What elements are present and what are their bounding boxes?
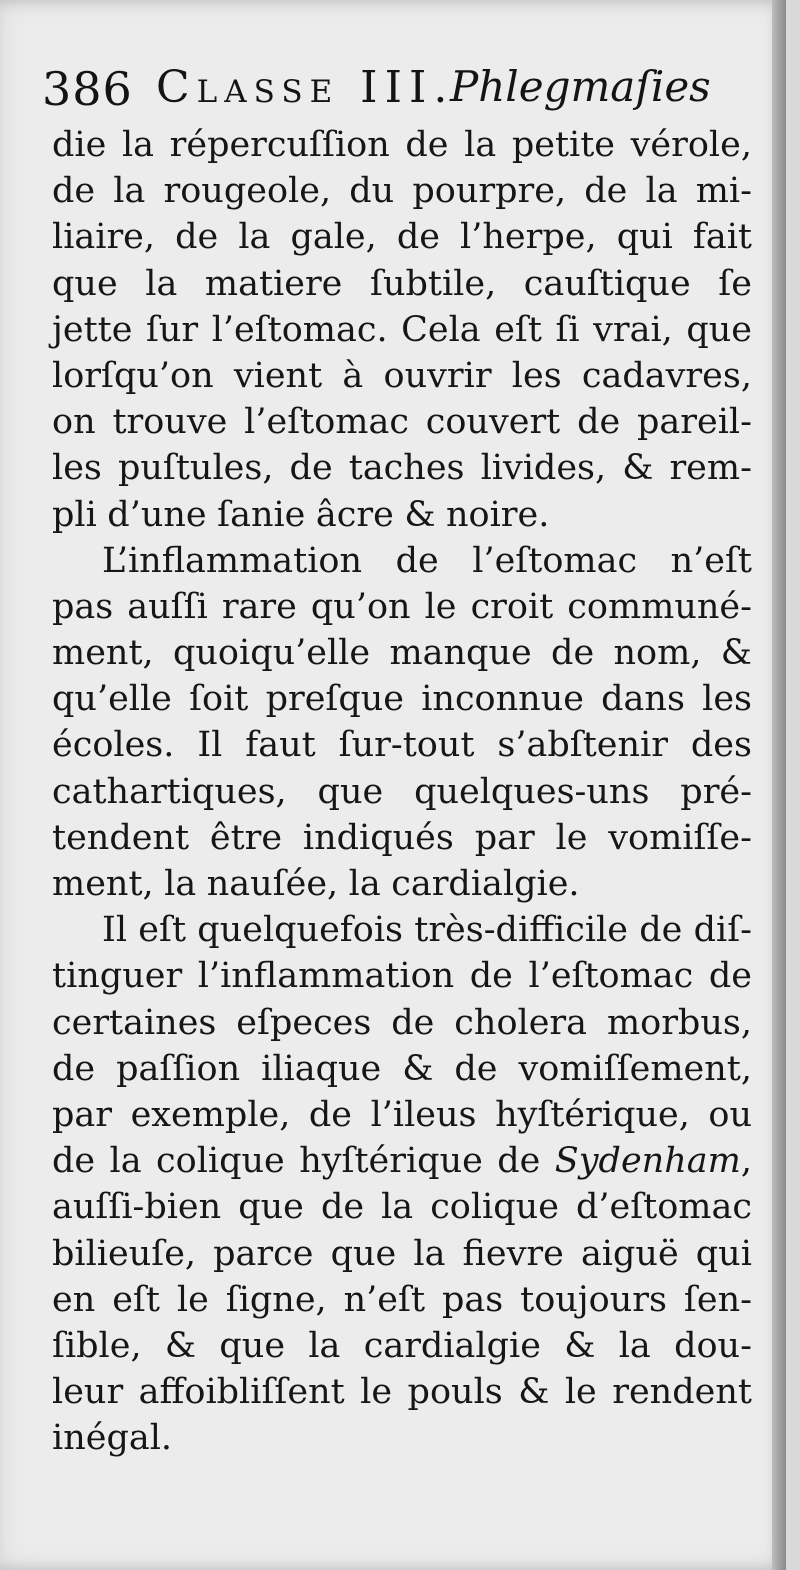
text-line <box>52 1092 752 1138</box>
text-line <box>52 1046 752 1092</box>
word: de <box>469 956 513 997</box>
text-line <box>52 1369 752 1415</box>
word: morbus, <box>606 1002 752 1043</box>
word: pré- <box>680 771 752 812</box>
word: certaines <box>52 1002 217 1043</box>
word: l’herpe, <box>460 217 597 258</box>
text-line <box>52 1231 752 1277</box>
word: inégal. <box>52 1418 173 1459</box>
word: la <box>238 217 271 258</box>
word: l’eſtomac. <box>211 309 388 350</box>
word: qui <box>616 217 673 258</box>
word: quelquefois <box>197 910 403 951</box>
word: l’eſtomac <box>472 540 638 581</box>
word: auſſi-bien <box>52 1187 222 1228</box>
text-line <box>52 168 752 214</box>
text-line <box>52 722 752 768</box>
text-line <box>52 307 752 353</box>
page-edge-shadow <box>772 0 786 1570</box>
word: colique <box>156 1141 285 1182</box>
word: à <box>342 355 364 396</box>
word: croit <box>470 586 554 627</box>
word: eſt <box>138 910 187 951</box>
word: l’inflammation <box>197 956 455 997</box>
word: de <box>175 217 219 258</box>
word: de <box>289 448 333 489</box>
word: rem- <box>669 448 752 489</box>
word: Il <box>197 725 223 766</box>
word: de <box>454 1048 498 1089</box>
word: l’eſtomac <box>528 956 694 997</box>
word: les <box>52 448 102 489</box>
word: que <box>317 771 384 812</box>
text-line <box>52 907 752 953</box>
text-line <box>52 122 752 168</box>
word: tinguer <box>52 956 183 997</box>
word: très-difficile <box>414 910 628 951</box>
header-classe: Classe III. <box>156 62 455 113</box>
word: que <box>52 263 118 304</box>
text-line <box>52 399 752 445</box>
word: die <box>52 125 107 165</box>
word: de <box>308 1094 353 1135</box>
word: vient <box>233 355 323 396</box>
word: s’abſtenir <box>497 725 668 766</box>
word: de <box>320 1187 365 1228</box>
word: ouvrir <box>383 355 492 396</box>
word: de <box>52 1048 96 1089</box>
word: ſur <box>145 309 199 350</box>
word: Cela <box>401 309 481 350</box>
word: indiqués <box>302 817 454 858</box>
word: nauſée, <box>206 864 339 904</box>
word: hyſtérique <box>299 1141 483 1182</box>
word: que <box>238 1187 304 1228</box>
word: par <box>52 1094 113 1135</box>
text-line <box>52 584 752 630</box>
word: pas <box>441 1279 504 1320</box>
word: qui <box>695 1233 752 1274</box>
word: mi- <box>695 171 752 212</box>
word: le <box>564 1372 597 1413</box>
word: la <box>145 263 178 304</box>
word: de <box>708 956 752 997</box>
word: de <box>396 217 440 258</box>
word: n’eſt <box>343 1279 426 1320</box>
word: ment, <box>52 864 154 904</box>
word: aiguë <box>580 1233 679 1274</box>
word: que <box>686 309 752 350</box>
word: qu’elle <box>52 679 172 720</box>
word: & <box>518 1372 550 1413</box>
word: ſubtile, <box>370 263 497 304</box>
word: liaire, <box>52 217 156 258</box>
word: pas <box>52 586 114 627</box>
word: qu’on <box>310 586 411 627</box>
word: pareil- <box>637 402 752 443</box>
word: la <box>381 1187 414 1228</box>
text-line <box>52 1138 752 1184</box>
word: le <box>176 1279 209 1320</box>
word: de <box>577 402 621 443</box>
word: l’ileus <box>370 1094 477 1135</box>
header-section-title: Phlegmaſies <box>450 62 711 111</box>
word: inconnue <box>421 679 584 720</box>
word: preſque <box>265 679 405 720</box>
word: leur <box>52 1372 124 1413</box>
page-number: 386 <box>42 62 133 116</box>
word: communé- <box>567 586 752 627</box>
word: en <box>52 1279 96 1320</box>
word: rougeole, <box>163 171 332 212</box>
word: les <box>702 679 752 720</box>
word: eſt <box>494 309 542 350</box>
text-line <box>52 353 752 399</box>
word: la <box>413 1233 446 1274</box>
word: la <box>645 171 678 212</box>
word: on <box>52 402 96 443</box>
word: couvert <box>425 402 561 443</box>
word: auſſi <box>127 586 208 627</box>
word: eſpeces <box>236 1002 372 1043</box>
text-line <box>52 815 752 861</box>
word: colique <box>430 1187 559 1228</box>
text-line <box>52 953 752 999</box>
text-line <box>52 261 752 307</box>
word: que <box>330 1233 397 1274</box>
word: ment, <box>52 633 154 674</box>
word: cauſtique <box>523 263 691 304</box>
word: puſtules, <box>117 448 274 489</box>
word: ſible, <box>52 1325 142 1366</box>
body-text <box>52 122 752 1461</box>
word: ſen- <box>683 1279 752 1320</box>
word: le <box>360 1372 393 1413</box>
word: la <box>308 1325 341 1366</box>
word: écoles. <box>52 725 175 766</box>
word: que <box>219 1325 286 1366</box>
word: la <box>618 1325 651 1366</box>
word: vomiſſement, <box>518 1048 752 1089</box>
word: ſanie <box>217 494 306 535</box>
text-line <box>52 492 752 538</box>
text-line <box>52 1415 752 1461</box>
word: & <box>622 448 654 489</box>
word: quelques-uns <box>414 771 650 812</box>
word: rare <box>221 586 297 627</box>
word: cholera <box>454 1002 588 1043</box>
word: n’eſt <box>670 540 752 581</box>
word: eſt <box>112 1279 160 1320</box>
word: d’une <box>107 494 207 535</box>
word: ou <box>708 1094 752 1135</box>
word: de <box>52 1141 96 1182</box>
word: taches <box>348 448 465 489</box>
word: âcre <box>315 494 394 535</box>
word: iliaque <box>261 1048 382 1089</box>
word: de <box>551 633 595 674</box>
text-line <box>52 214 752 260</box>
word: répercuſſion <box>169 125 390 165</box>
text-line <box>52 1277 752 1323</box>
word: tendent <box>52 817 190 858</box>
word: cathartiques, <box>52 771 287 812</box>
word: fait <box>692 217 752 258</box>
word: rendent <box>612 1372 752 1413</box>
word: Il <box>102 910 128 951</box>
word: ſi <box>555 309 580 350</box>
text-line <box>52 1184 752 1230</box>
word: par <box>474 817 535 858</box>
word: jette <box>52 309 133 350</box>
word: la <box>121 125 154 165</box>
word: Sydenham, <box>554 1141 752 1182</box>
word: nom, <box>613 633 702 674</box>
word: la <box>464 125 497 165</box>
running-header <box>42 62 742 122</box>
word: de <box>391 1002 435 1043</box>
word: lorſqu’on <box>52 355 214 396</box>
word: de <box>52 171 96 212</box>
word: faut <box>245 725 316 766</box>
word: dou- <box>674 1325 752 1366</box>
word: parce <box>213 1233 314 1274</box>
word: de <box>497 1141 541 1182</box>
word: & <box>720 633 752 674</box>
text-line <box>52 445 752 491</box>
word: matiere <box>204 263 343 304</box>
word: vomiſſe- <box>608 817 752 858</box>
word: le <box>555 817 588 858</box>
word: & <box>564 1325 596 1366</box>
word: affoibliſſent <box>138 1372 345 1413</box>
word: du <box>349 171 395 212</box>
word: bilieuſe, <box>52 1233 197 1274</box>
word: cadavres, <box>581 355 752 396</box>
word: être <box>209 817 283 858</box>
word: de <box>639 910 683 951</box>
word: diſ- <box>693 910 752 951</box>
word: petite <box>511 125 615 165</box>
word: paſſion <box>116 1048 241 1089</box>
word: la <box>348 864 381 904</box>
word: l’eſtomac <box>244 402 409 443</box>
text-line <box>52 538 752 584</box>
word: exemple, <box>130 1094 291 1135</box>
word: livides, <box>480 448 607 489</box>
text-line <box>52 861 752 907</box>
text-line <box>52 630 752 676</box>
word: cardialgie <box>363 1325 541 1366</box>
word: & <box>164 1325 197 1366</box>
word: de <box>405 125 449 165</box>
word: ſur-tout <box>338 725 475 766</box>
word: ſigne, <box>225 1279 327 1320</box>
word: de <box>395 540 439 581</box>
word: le <box>424 586 457 627</box>
word: des <box>690 725 752 766</box>
word: & <box>404 494 436 535</box>
word: vérole, <box>630 125 752 165</box>
word: la <box>113 171 146 212</box>
word: ſoit <box>189 679 249 720</box>
word: trouve <box>112 402 228 443</box>
text-line <box>52 1323 752 1369</box>
word: de <box>584 171 628 212</box>
word: dans <box>601 679 685 720</box>
word: vrai, <box>593 309 673 350</box>
word: gale, <box>290 217 377 258</box>
text-line <box>52 676 752 722</box>
word: quoiqu’elle <box>172 633 371 674</box>
word: ſe <box>718 263 752 304</box>
word: toujours <box>520 1279 667 1320</box>
word: manque <box>389 633 532 674</box>
word: L’inflammation <box>102 540 363 581</box>
text-line <box>52 769 752 815</box>
word: fievre <box>462 1233 564 1274</box>
word: pourpre, <box>412 171 567 212</box>
word: cardialgie. <box>391 864 580 904</box>
word: pouls <box>407 1372 503 1413</box>
word: noire. <box>445 494 550 535</box>
word: la <box>109 1141 142 1182</box>
word: d’eſtomac <box>575 1187 752 1228</box>
word: hyſtérique, <box>495 1094 690 1135</box>
word: les <box>511 355 562 396</box>
word: & <box>402 1048 434 1089</box>
word: pli <box>52 494 97 535</box>
text-line <box>52 1000 752 1046</box>
word: la <box>164 864 197 904</box>
